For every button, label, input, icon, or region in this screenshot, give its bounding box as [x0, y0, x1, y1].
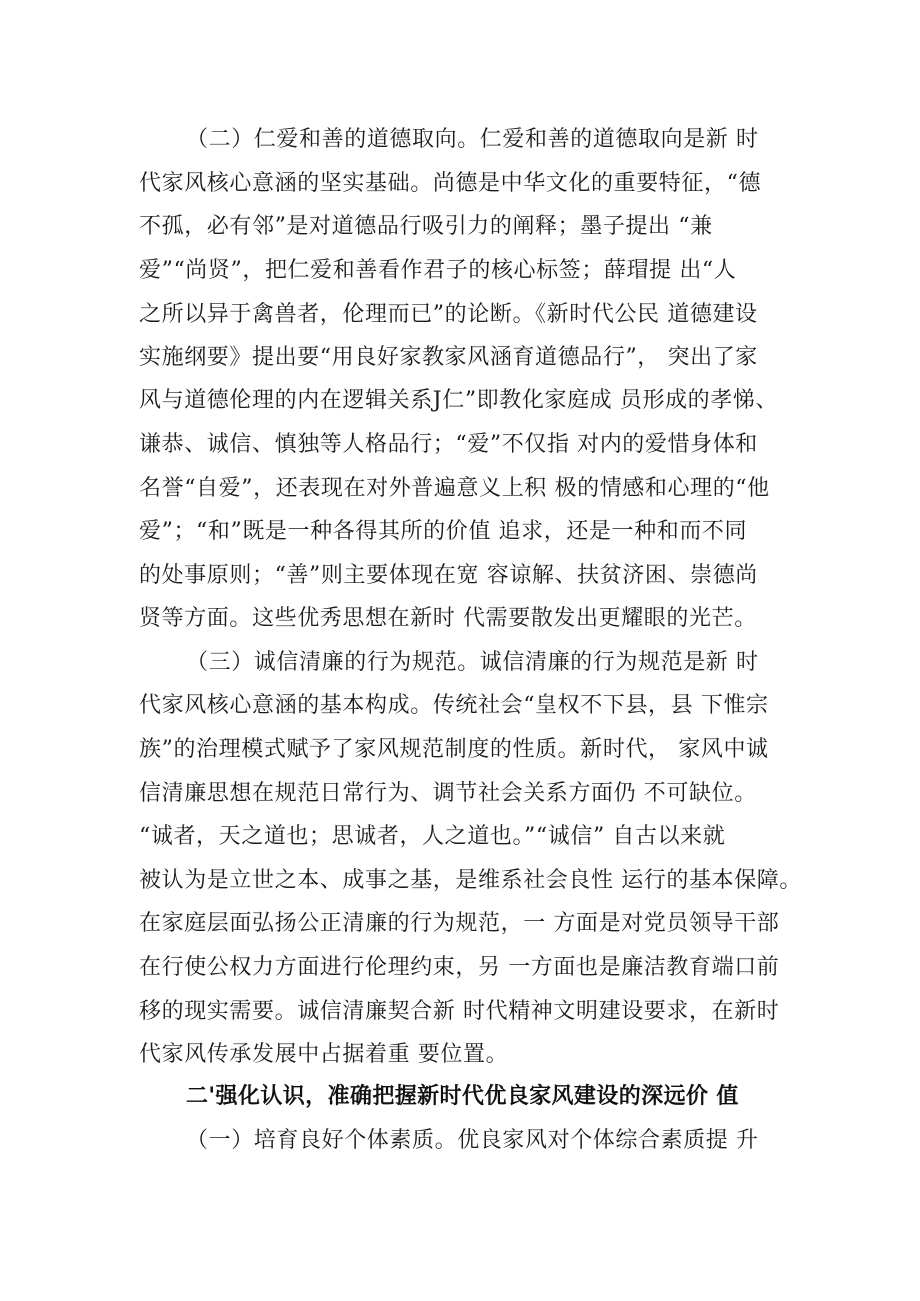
- paragraph-2-line-11: 的处事原则；“善”则主要体现在宽 容谅解、扶贫济困、崇德尚: [139, 563, 758, 588]
- paragraph-next-line-1: （一）培育良好个体素质。优良家风对个体综合素质提 升: [186, 1128, 759, 1153]
- paragraph-2-line-1: （二）仁爱和善的道德取向。仁爱和善的道德取向是新 时: [186, 127, 759, 152]
- paragraph-3-line-8: 在行使公权力方面进行伦理约束，另 一方面也是廉洁教育端口前: [139, 955, 780, 980]
- paragraph-3-line-3: 族”的治理模式赋予了家风规范制度的性质。新时代， 家风中诚: [139, 737, 769, 762]
- paragraph-2-line-12: 贤等方面。这些优秀思想在新时 代需要散发出更耀眼的光芒。: [139, 606, 757, 631]
- paragraph-3-line-2: 代家风核心意涵的基本构成。传统社会“皇权不下县，县 下惟宗: [139, 693, 769, 718]
- section-heading: 二'强化认识，准确把握新时代优良家风建设的深远价 值: [186, 1084, 739, 1109]
- paragraph-2-line-6: 实施纲要》提出要“用良好家教家风涵育道德品行”， 突出了家: [139, 345, 758, 370]
- paragraph-2-line-10: 爱”；“和”既是一种各得其所的价值 追求，还是一种和而不同: [139, 519, 748, 544]
- paragraph-3-line-10: 代家风传承发展中占据着重 要位置。: [139, 1042, 509, 1067]
- paragraph-3-line-6: 被认为是立世之本、成事之基，是维系社会良性 运行的基本保障。: [139, 868, 802, 893]
- paragraph-3-line-4: 信清廉思想在规范日常行为、调节社会关系方面仍 不可缺位。: [139, 781, 757, 806]
- paragraph-2-line-8: 谦恭、诚信、慎独等人格品行；“爱”不仅指 对内的爱惜身体和: [139, 432, 758, 457]
- paragraph-3-line-7: 在家庭层面弘扬公正清廉的行为规范，一 方面是对党员领导干部: [139, 911, 780, 936]
- paragraph-3-line-9: 移的现实需要。诚信清廉契合新 时代精神文明建设要求，在新时: [139, 999, 780, 1024]
- paragraph-2-line-9: 名誉“自爱”，还表现在对外普遍意义上积 极的情感和心理的“他: [139, 476, 770, 501]
- paragraph-2-line-2: 代家风核心意涵的坚实基础。尚德是中华文化的重要特征，“德: [139, 171, 762, 196]
- paragraph-2-line-4: 爱”“尚贤”，把仁爱和善看作君子的核心标签；薛瑁提 出“人: [139, 258, 737, 283]
- paragraph-2-line-3: 不孤，必有邻”是对道德品行吸引力的阐释；墨子提出 “兼: [139, 214, 713, 239]
- paragraph-2-line-5: 之所以异于禽兽者，伦理而已”的论断。《新时代公民 道德建设: [139, 302, 758, 327]
- paragraph-3-line-1: （三）诚信清廉的行为规范。诚信清廉的行为规范是新 时: [186, 650, 759, 675]
- paragraph-2-line-7: 风与道德伦理的内在逻辑关系J仁”即教化家庭成 员形成的孝悌、: [139, 388, 779, 413]
- paragraph-3-line-5: “诚者，天之道也；思诚者，人之道也。”“诚信” 自古以来就: [139, 824, 726, 849]
